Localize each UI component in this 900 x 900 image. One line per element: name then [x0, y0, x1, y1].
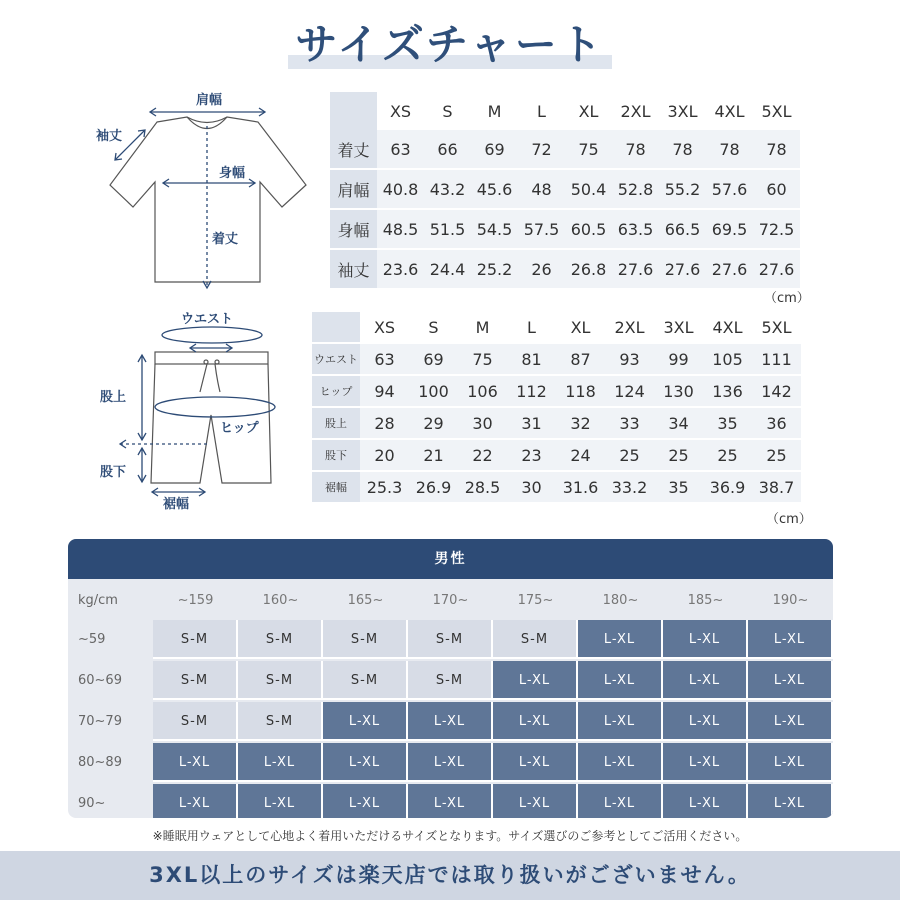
table-cell: 27.6: [659, 249, 706, 288]
table-cell: 57.5: [518, 209, 565, 249]
table-cell: 36.9: [703, 471, 752, 502]
matrix-cell: S-M: [323, 620, 408, 659]
table-row: [330, 169, 800, 209]
col-header: 3XL: [659, 92, 706, 130]
matrix-cell: L-XL: [578, 784, 663, 818]
table-cell: 66.5: [659, 209, 706, 249]
matrix-col-header: ~159: [177, 593, 214, 608]
table-cell: 54.5: [471, 209, 518, 249]
table-cell: 24.4: [424, 249, 471, 288]
matrix-cell: L-XL: [748, 661, 833, 700]
table-cell: 35: [654, 471, 703, 502]
table-corner: [330, 92, 377, 130]
col-header: M: [471, 92, 518, 130]
table-row: [312, 407, 801, 439]
page-title: サイズチャート: [295, 20, 605, 69]
matrix-row: [68, 620, 833, 659]
table-row: [312, 343, 801, 375]
hip-label: ヒップ: [220, 421, 259, 436]
matrix-cell: L-XL: [663, 743, 748, 782]
row-header: 裾幅: [312, 471, 360, 502]
table-cell: 26: [518, 249, 565, 288]
table-cell: 27.6: [706, 249, 753, 288]
matrix-cell: L-XL: [663, 784, 748, 818]
table-cell: 63: [377, 130, 424, 169]
table-cell: 22: [458, 439, 507, 471]
table-cell: 78: [706, 130, 753, 169]
table-cell: 43.2: [424, 169, 471, 209]
table-cell: 30: [507, 471, 556, 502]
table-cell: 105: [703, 343, 752, 375]
table-header-row: [312, 312, 801, 343]
table-cell: 38.7: [752, 471, 801, 502]
usage-note: ※睡眠用ウェアとして心地よく着用いただけるサイズとなります。サイズ選びのご参考としてご活用ください。: [152, 829, 748, 843]
table-cell: 55.2: [659, 169, 706, 209]
table-cell: 87: [556, 343, 605, 375]
size-recommendation-matrix: [68, 539, 833, 818]
col-header: L: [507, 312, 556, 343]
matrix-cell: L-XL: [493, 702, 578, 741]
table-cell: 124: [605, 375, 654, 407]
table-cell: 66: [424, 130, 471, 169]
matrix-cell: L-XL: [153, 784, 238, 818]
table-cell: 40.8: [377, 169, 424, 209]
table-cell: 75: [565, 130, 612, 169]
table-cell: 33.2: [605, 471, 654, 502]
table-cell: 93: [605, 343, 654, 375]
matrix-col-header: 175~: [517, 593, 554, 608]
matrix-cell: L-XL: [748, 784, 833, 818]
matrix-cell: L-XL: [408, 784, 493, 818]
matrix-cell: L-XL: [663, 702, 748, 741]
matrix-cell: L-XL: [408, 702, 493, 741]
matrix-cell: L-XL: [323, 784, 408, 818]
matrix-cell: L-XL: [238, 784, 323, 818]
matrix-row-label: ~59: [78, 632, 106, 647]
matrix-row-label: 90~: [78, 796, 106, 811]
matrix-col-header: 180~: [602, 593, 639, 608]
table-cell: 60.5: [565, 209, 612, 249]
row-header: ウエスト: [312, 343, 360, 375]
table-cell: 63: [360, 343, 409, 375]
table-cell: 23.6: [377, 249, 424, 288]
table-cell: 31.6: [556, 471, 605, 502]
matrix-cell: S-M: [238, 661, 323, 700]
matrix-cell: S-M: [153, 620, 238, 659]
table-cell: 20: [360, 439, 409, 471]
matrix-col-header: 170~: [432, 593, 469, 608]
table-cell: 136: [703, 375, 752, 407]
table-cell: 30: [458, 407, 507, 439]
table-cell: 28.5: [458, 471, 507, 502]
shirt-size-table: [330, 92, 800, 288]
tshirt-illustration: [110, 117, 306, 282]
matrix-cell: L-XL: [238, 743, 323, 782]
table-cell: 63.5: [612, 209, 659, 249]
matrix-cell: L-XL: [493, 743, 578, 782]
table-cell: 28: [360, 407, 409, 439]
row-header: 股上: [312, 407, 360, 439]
row-header: 袖丈: [330, 249, 377, 288]
matrix-cell: L-XL: [748, 620, 833, 659]
table-cell: 57.6: [706, 169, 753, 209]
matrix-row-label: 80~89: [78, 755, 122, 770]
table-cell: 48: [518, 169, 565, 209]
rise-label: 股上: [100, 390, 127, 405]
matrix-col-header: 165~: [347, 593, 384, 608]
matrix-row: [68, 743, 833, 782]
matrix-row-label: 70~79: [78, 714, 122, 729]
row-header: 身幅: [330, 209, 377, 249]
table-header-row: [330, 92, 800, 130]
row-header: 着丈: [330, 130, 377, 169]
table-cell: 106: [458, 375, 507, 407]
matrix-cell: S-M: [493, 620, 578, 659]
table-cell: 118: [556, 375, 605, 407]
matrix-cell: L-XL: [663, 620, 748, 659]
garment-diagrams: [0, 0, 320, 520]
matrix-cell: S-M: [153, 661, 238, 700]
table-cell: 35: [703, 407, 752, 439]
table-cell: 25.3: [360, 471, 409, 502]
row-header: ヒップ: [312, 375, 360, 407]
table-cell: 25: [605, 439, 654, 471]
inseam-label: 股下: [100, 465, 127, 480]
table-cell: 26.9: [409, 471, 458, 502]
matrix-cell: L-XL: [493, 784, 578, 818]
table-cell: 24: [556, 439, 605, 471]
table-row: [312, 471, 801, 502]
row-header: 股下: [312, 439, 360, 471]
table-cell: 100: [409, 375, 458, 407]
matrix-cell: L-XL: [578, 702, 663, 741]
table-row: [330, 209, 800, 249]
col-header: 5XL: [753, 92, 800, 130]
table-cell: 69: [409, 343, 458, 375]
table-cell: 78: [612, 130, 659, 169]
matrix-column-header-row: [68, 583, 833, 619]
matrix-cell: S-M: [153, 702, 238, 741]
table-cell: 69.5: [706, 209, 753, 249]
table-cell: 60: [753, 169, 800, 209]
table-cell: 78: [753, 130, 800, 169]
table-cell: 72: [518, 130, 565, 169]
table-cell: 25: [654, 439, 703, 471]
matrix-cell: L-XL: [748, 702, 833, 741]
col-header: L: [518, 92, 565, 130]
matrix-cell: L-XL: [748, 743, 833, 782]
table-cell: 48.5: [377, 209, 424, 249]
matrix-cell: L-XL: [323, 702, 408, 741]
matrix-cell: L-XL: [323, 743, 408, 782]
length-label: 着丈: [212, 232, 239, 247]
table-row: [330, 249, 800, 288]
table-cell: 52.8: [612, 169, 659, 209]
table-cell: 31: [507, 407, 556, 439]
col-header: XS: [377, 92, 424, 130]
matrix-col-header: 160~: [262, 593, 299, 608]
matrix-col-header: 185~: [687, 593, 724, 608]
matrix-cell: L-XL: [578, 661, 663, 700]
matrix-row: [68, 661, 833, 700]
table-cell: 130: [654, 375, 703, 407]
matrix-cell: S-M: [238, 620, 323, 659]
col-header: 5XL: [752, 312, 801, 343]
waist-label: ウエスト: [181, 312, 234, 327]
matrix-cell: S-M: [323, 661, 408, 700]
table-cell: 51.5: [424, 209, 471, 249]
pants-unit: （cm）: [766, 512, 812, 527]
table-cell: 112: [507, 375, 556, 407]
table-row: [330, 130, 800, 169]
table-row: [312, 439, 801, 471]
col-header: 4XL: [703, 312, 752, 343]
col-header: 2XL: [612, 92, 659, 130]
table-cell: 111: [752, 343, 801, 375]
table-cell: 94: [360, 375, 409, 407]
table-cell: 99: [654, 343, 703, 375]
sleeve-label: 袖丈: [96, 129, 123, 144]
matrix-cell: S-M: [238, 702, 323, 741]
matrix-corner-label: kg/cm: [78, 593, 118, 608]
matrix-cell: S-M: [408, 661, 493, 700]
matrix-cell: L-XL: [493, 661, 578, 700]
table-cell: 21: [409, 439, 458, 471]
table-cell: 69: [471, 130, 518, 169]
matrix-row: [68, 784, 833, 818]
pants-size-table: [312, 312, 801, 502]
table-cell: 23: [507, 439, 556, 471]
col-header: M: [458, 312, 507, 343]
table-row: [312, 375, 801, 407]
table-cell: 33: [605, 407, 654, 439]
table-cell: 29: [409, 407, 458, 439]
col-header: XS: [360, 312, 409, 343]
row-header: 肩幅: [330, 169, 377, 209]
table-cell: 75: [458, 343, 507, 375]
col-header: S: [409, 312, 458, 343]
table-cell: 27.6: [612, 249, 659, 288]
availability-banner: 3XL以上のサイズは楽天店では取り扱いがございません。: [0, 851, 900, 900]
matrix-cell: L-XL: [408, 743, 493, 782]
matrix-col-header: 190~: [772, 593, 809, 608]
col-header: S: [424, 92, 471, 130]
table-cell: 81: [507, 343, 556, 375]
col-header: XL: [556, 312, 605, 343]
matrix-cell: L-XL: [663, 661, 748, 700]
matrix-cell: S-M: [408, 620, 493, 659]
chest-label: 身幅: [219, 166, 246, 181]
table-cell: 32: [556, 407, 605, 439]
col-header: 4XL: [706, 92, 753, 130]
table-cell: 26.8: [565, 249, 612, 288]
col-header: XL: [565, 92, 612, 130]
matrix-row: [68, 702, 833, 741]
matrix-row-label: 60~69: [78, 673, 122, 688]
table-cell: 72.5: [753, 209, 800, 249]
col-header: 3XL: [654, 312, 703, 343]
matrix-header: 男性: [68, 539, 833, 579]
table-cell: 27.6: [753, 249, 800, 288]
table-cell: 78: [659, 130, 706, 169]
matrix-cell: L-XL: [578, 743, 663, 782]
table-cell: 142: [752, 375, 801, 407]
matrix-cell: L-XL: [153, 743, 238, 782]
table-cell: 34: [654, 407, 703, 439]
hem-label: 裾幅: [163, 497, 190, 512]
table-cell: 36: [752, 407, 801, 439]
table-cell: 25.2: [471, 249, 518, 288]
col-header: 2XL: [605, 312, 654, 343]
table-cell: 25: [703, 439, 752, 471]
table-cell: 50.4: [565, 169, 612, 209]
table-cell: 25: [752, 439, 801, 471]
matrix-cell: L-XL: [578, 620, 663, 659]
shoulder-label: 肩幅: [196, 93, 223, 108]
shirt-unit: （cm）: [764, 291, 810, 306]
table-cell: 45.6: [471, 169, 518, 209]
tshirt-measure-lines: [115, 108, 265, 288]
table-corner: [312, 312, 360, 343]
